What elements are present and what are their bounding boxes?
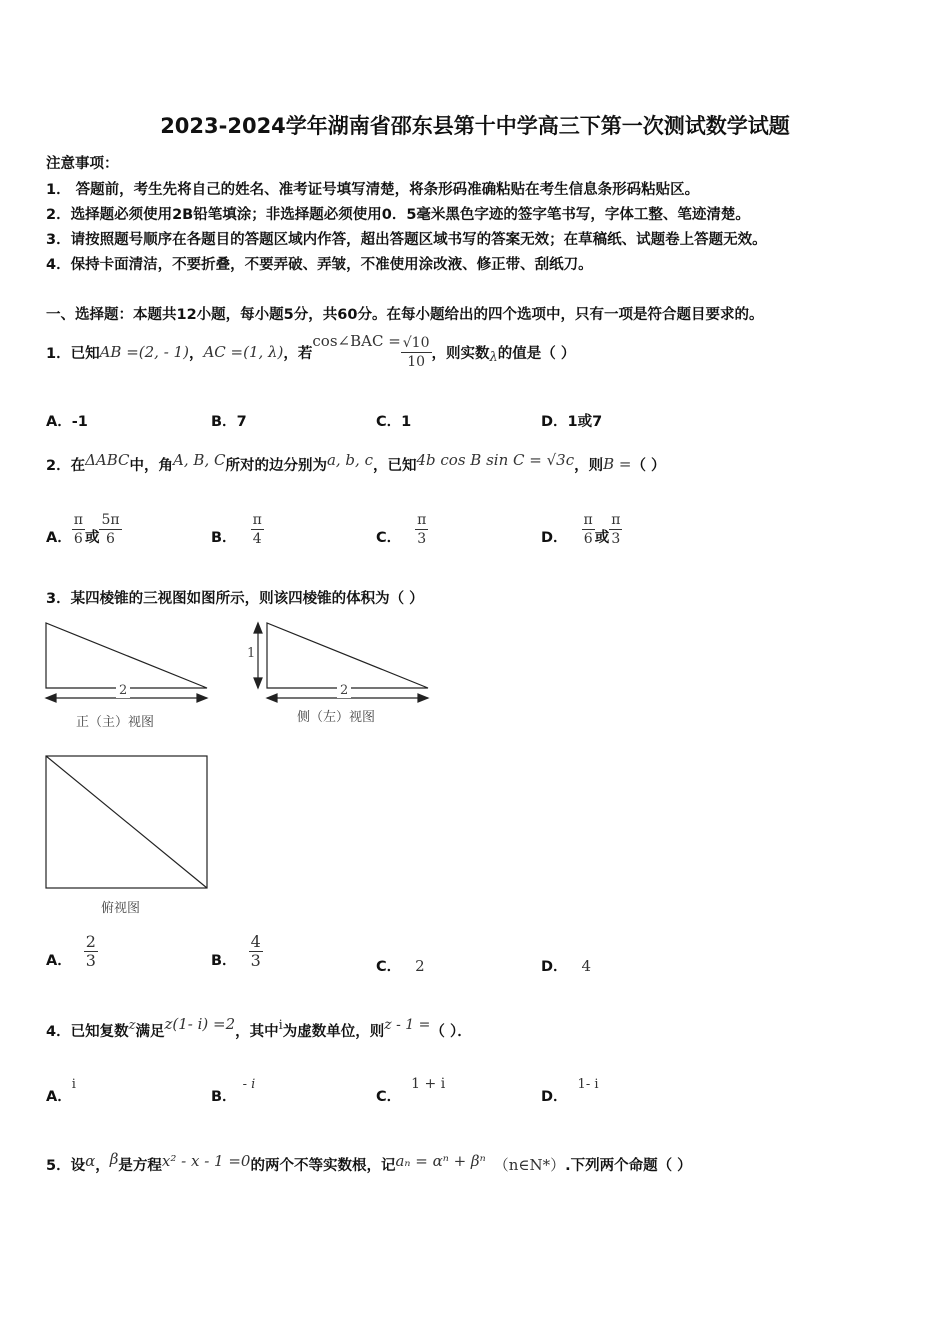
q2-then: ，则 [574, 457, 604, 474]
q5-alpha: α [85, 1152, 96, 1170]
q1-frac-den: 10 [407, 353, 426, 370]
question-3: 3．某四棱锥的三视图如图所示，则该四棱锥的体积为（ ） [46, 591, 424, 607]
page-title: 2023-2024学年湖南省邵东县第十中学高三下第一次测试数学试题 [160, 114, 790, 138]
notice-item-4: 4．保持卡面清洁，不要折叠，不要弄破、弄皱，不准使用涂改液、修正带、刮纸刀。 [46, 257, 593, 273]
front-view-dimension: 2 [116, 683, 130, 698]
q2-b-expr: B = [603, 455, 632, 473]
top-view [46, 756, 207, 888]
q2-paren: （ ） [631, 457, 666, 474]
q2-angles: A, B, C [173, 451, 226, 469]
q5-condition: （n∈N*） [493, 1155, 566, 1174]
q4-option-a[interactable]: A． i [46, 1076, 76, 1105]
q5-equation-label: 是方程 [118, 1157, 162, 1174]
q5-prefix: 5．设 [46, 1157, 86, 1174]
q1-separator: ， [188, 345, 204, 362]
q5-suffix: .下列两个命题（ ） [565, 1157, 692, 1174]
q3-option-c[interactable]: C． 2 [376, 957, 425, 975]
notice-item-3: 3．请按照题号顺序在各题目的答题区域内作答，超出答题区域书写的答案无效；在草稿纸、试题卷上答题无效。 [46, 232, 767, 248]
q4-equation: z(1- i) =2 [164, 1015, 236, 1033]
q3-option-b[interactable]: B． $\frac{4}{3}$ [211, 931, 261, 970]
q4-option-d[interactable]: D． 1- i [541, 1076, 599, 1105]
q2-triangle: ΔABC [85, 451, 130, 469]
q1-if: ，若 [283, 345, 313, 362]
q5-sequence: aₙ = αⁿ + βⁿ [395, 1152, 486, 1170]
section-heading: 一、选择题：本题共12小题，每小题5分，共60分。在每小题给出的四个选项中，只有一项是符合题目要求的。 [46, 307, 764, 323]
q1-option-a[interactable]: A．-1 [46, 414, 88, 430]
side-view-dimension-height: 1 [247, 646, 256, 661]
q2-option-d[interactable]: D． $\frac{\pi}{6}$ 或 $\frac{\pi}{3}$ [541, 511, 621, 547]
q1-option-d[interactable]: D．1或7 [541, 414, 603, 430]
q2-angles-label: 中，角 [129, 457, 174, 474]
q4-unit: 为虚数单位，则 [282, 1023, 385, 1040]
q4-where: ，其中 [235, 1023, 279, 1040]
q4-prefix: 4．已知复数 [46, 1023, 129, 1040]
notice-heading: 注意事项： [46, 156, 119, 172]
q4-satisfy: 满足 [135, 1023, 165, 1040]
q1-option-c[interactable]: C．1 [376, 414, 412, 430]
q4-expression: z - 1 = [384, 1017, 431, 1033]
q2-known: ，已知 [372, 457, 417, 474]
q4-z: z [128, 1017, 136, 1033]
q2-prefix: 2．在 [46, 457, 86, 474]
q5-equation: x² - x - 1 =0 [161, 1152, 251, 1170]
q2-sides: a, b, c [326, 451, 373, 469]
front-view-caption: 正（主）视图 [76, 715, 155, 730]
side-view-caption: 侧（左）视图 [297, 710, 376, 725]
notice-item-2: 2．选择题必须使用2B铅笔填涂；非选择题必须使用0．5毫米黑色字迹的签字笔书写，字体工整、笔迹清楚。 [46, 207, 750, 223]
q4-option-b[interactable]: B． - i [211, 1076, 256, 1105]
q4-option-c[interactable]: C． 1 + i [376, 1076, 446, 1105]
q3-option-a[interactable]: A． $\frac{2}{3}$ [46, 931, 96, 970]
q2-option-b[interactable]: B． $\frac{\pi}{4}$ [211, 511, 262, 547]
q1-frac-num: √10 [402, 334, 430, 351]
q1-cos-expr: cos∠BAC = [312, 332, 401, 350]
q5-separator: ， [95, 1157, 110, 1174]
q1-vector-ab: AB =(2, - 1) [99, 343, 189, 361]
question-4 [46, 1012, 472, 1048]
q2-option-c[interactable]: C． $\frac{\pi}{3}$ [376, 511, 427, 547]
q1-then: ，则实数 [431, 345, 490, 362]
q1-vector-ac: AC =(1, λ) [203, 343, 284, 361]
question-5 [46, 1146, 692, 1182]
q2-equation: 4b cos B sin C = √3c [416, 451, 575, 469]
q1-prefix: 1．已知 [46, 345, 100, 362]
side-view-dimension-width: 2 [337, 683, 351, 698]
q1-suffix: 的值是（ ） [497, 345, 576, 362]
q1-cos-fraction [401, 334, 432, 371]
top-view-caption: 俯视图 [101, 901, 141, 916]
q5-record: 的两个不等实数根，记 [250, 1157, 396, 1174]
q5-beta: β [109, 1150, 119, 1168]
q3-option-d[interactable]: D． 4 [541, 957, 592, 975]
q4-paren: （ ）． [430, 1023, 472, 1040]
q2-sides-label: 所对的边分别为 [225, 457, 327, 474]
q1-lambda: λ [489, 349, 498, 365]
question-1 [46, 330, 575, 374]
q4-i: i [278, 1017, 283, 1033]
q1-option-b[interactable]: B．7 [211, 414, 247, 430]
q2-option-a[interactable]: A． $\frac{\pi}{6}$ 或 $\frac{5\pi}{6}$ [46, 511, 120, 547]
notice-item-1: 1． 答题前，考生先将自己的姓名、准考证号填写清楚，将条形码准确粘贴在考生信息条形码粘贴区。 [46, 182, 700, 198]
question-2 [46, 446, 666, 482]
